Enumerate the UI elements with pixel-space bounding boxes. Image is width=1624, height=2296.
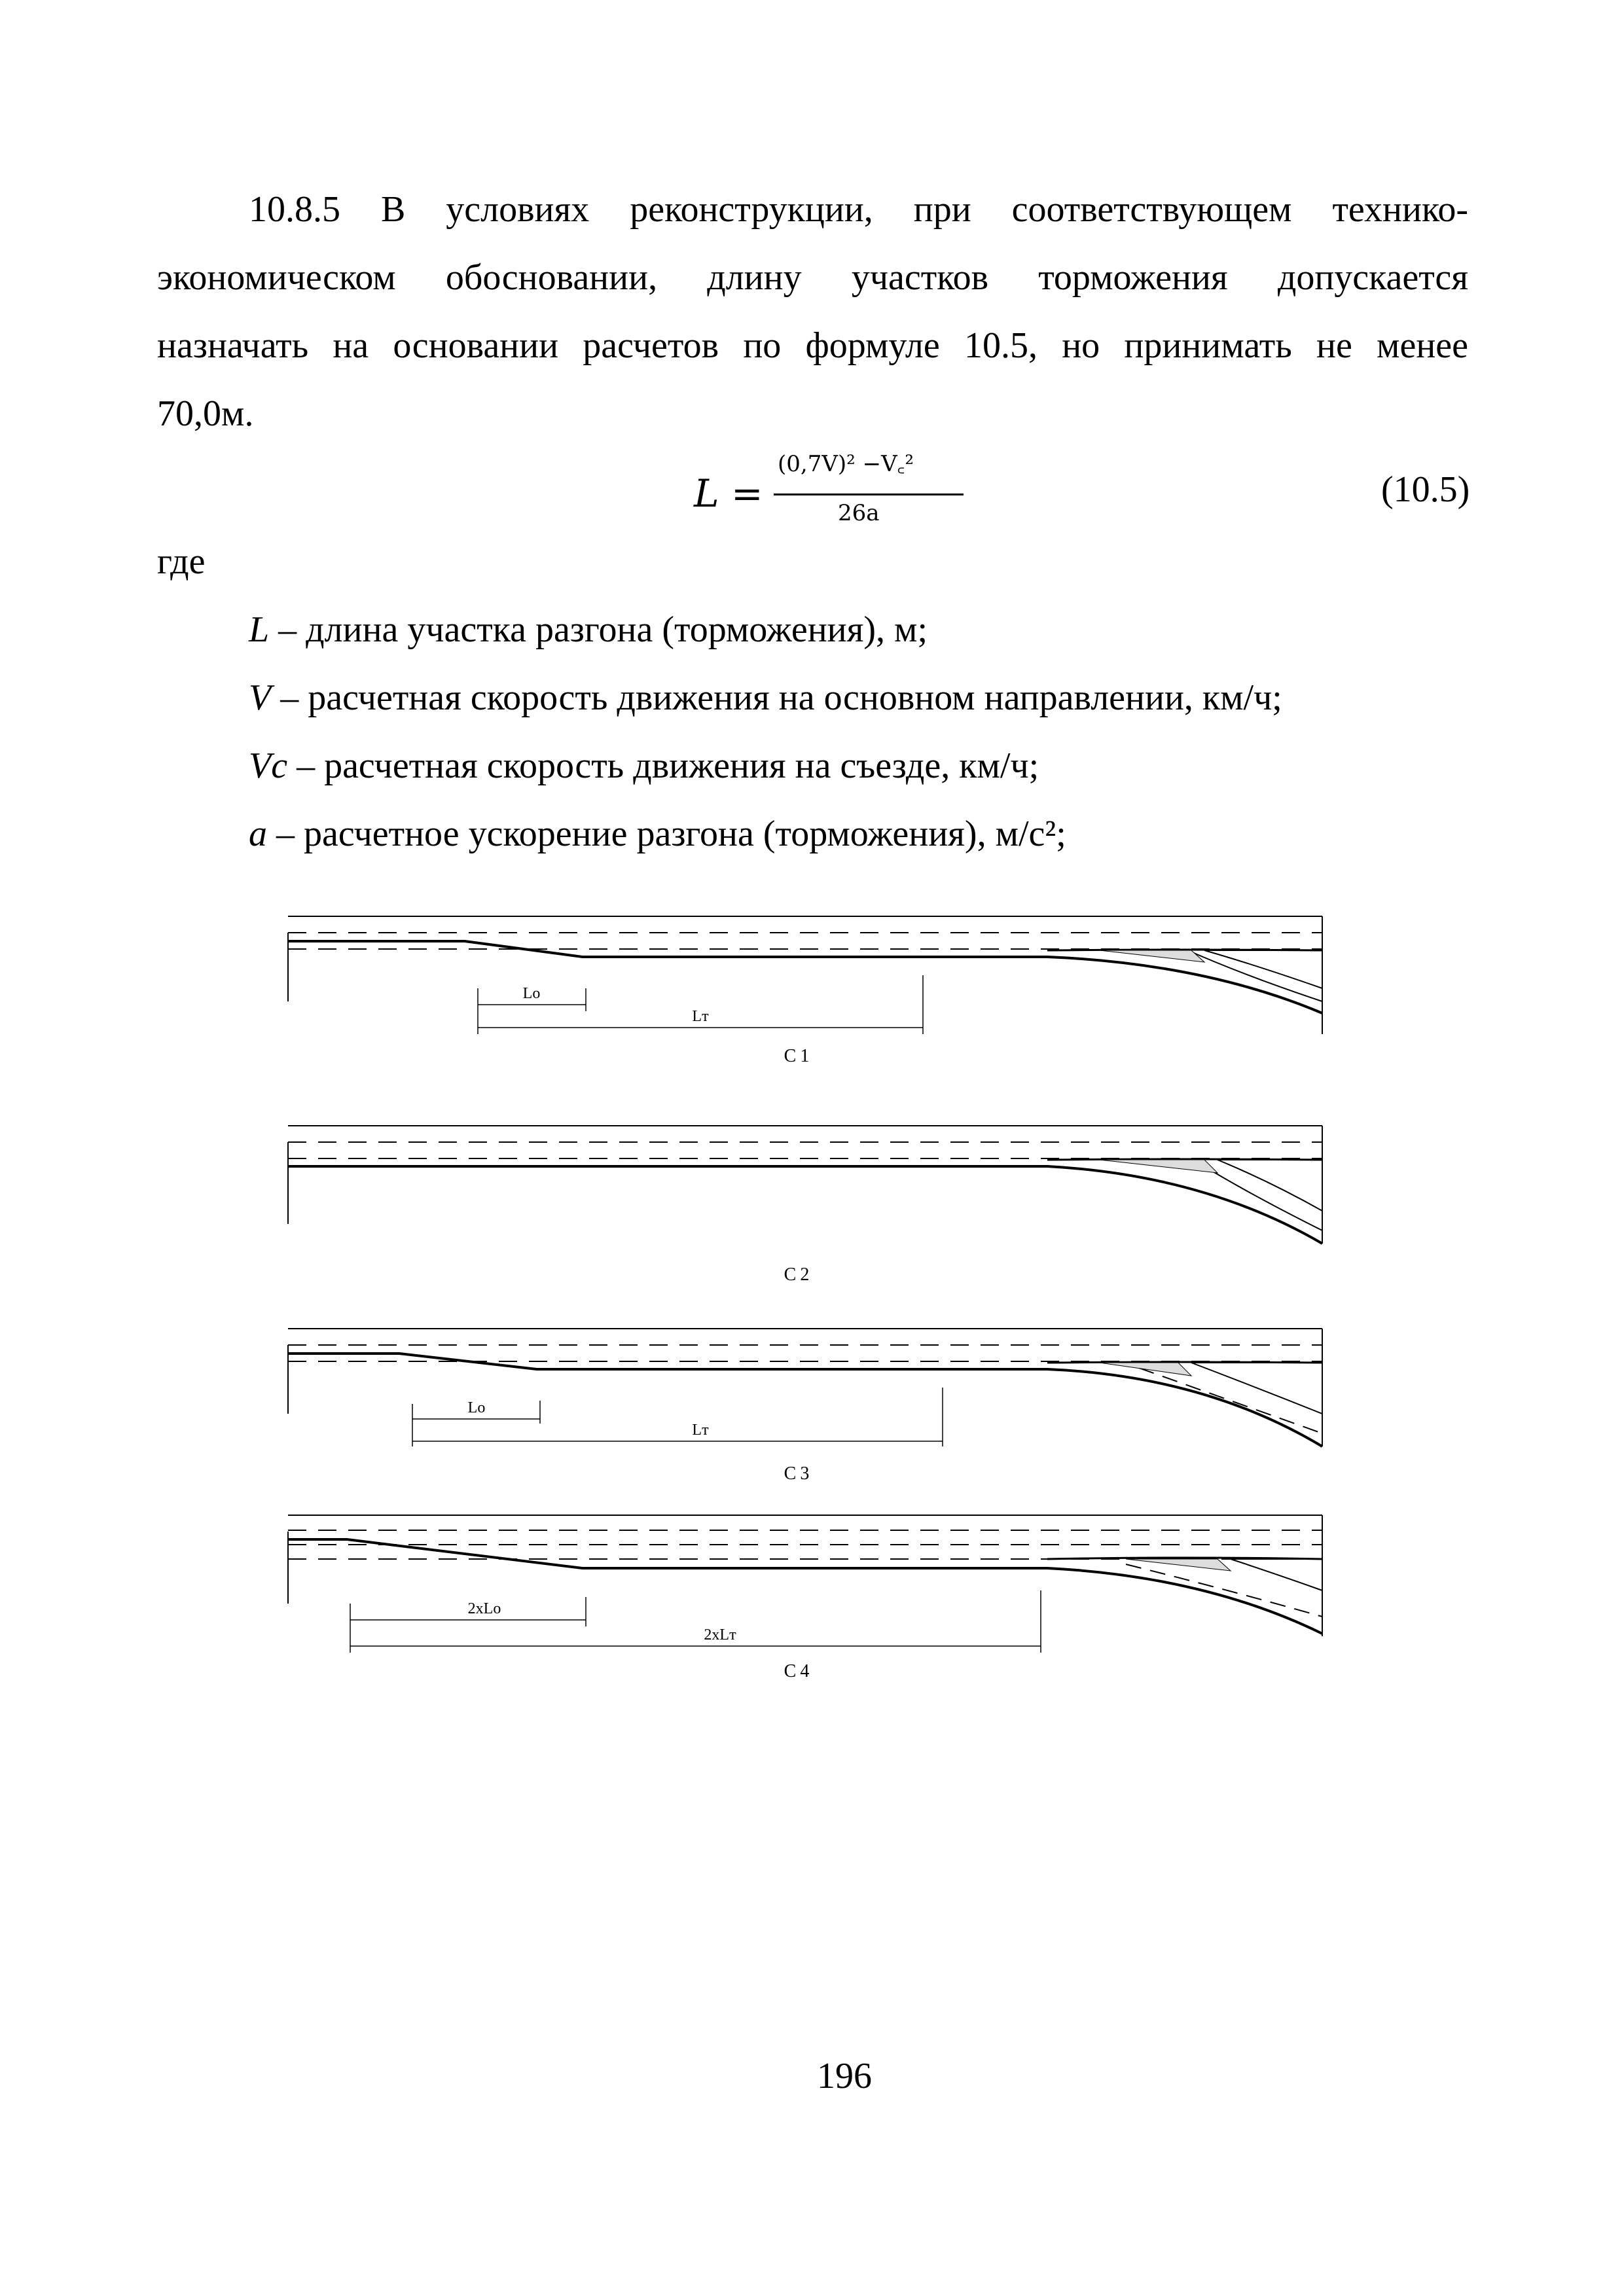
- diagram-c4: [275, 1505, 1335, 1681]
- paragraph-10-8-5: [157, 175, 1468, 448]
- definition-a: [249, 813, 1066, 855]
- definition-text: – расчетное ускорение разгона (торможения), м/с²;: [267, 814, 1066, 854]
- equation-number: (10.5): [1381, 469, 1470, 510]
- definition-symbol: Vc: [249, 745, 288, 786]
- formula-denominator: 26a: [838, 500, 880, 526]
- diagram-caption: С3: [784, 1463, 814, 1484]
- dim-label-short: Lо: [522, 985, 541, 1002]
- definition-text: – расчетная скорость движения на основном направлении, км/ч;: [271, 677, 1282, 718]
- dim-label-short: Lо: [467, 1399, 486, 1416]
- diagram-c3: [275, 1316, 1335, 1484]
- road-scheme-c1: [275, 903, 1335, 1047]
- definition-symbol: L: [249, 609, 270, 650]
- definition-symbol: a: [249, 814, 267, 854]
- formula-numerator: (0,7V)² −V꜀²: [778, 451, 914, 477]
- road-scheme-c4: [275, 1505, 1335, 1662]
- diagram-caption: С2: [784, 1265, 814, 1285]
- diagram-c1: [275, 903, 1335, 1066]
- definition-text: – расчетная скорость движения на съезде, км/ч;: [287, 745, 1039, 786]
- definition-L: [249, 609, 928, 651]
- definition-text: – длина участка разгона (торможения), м;: [269, 609, 928, 650]
- fraction-bar: [774, 493, 964, 495]
- diagram-c2: [275, 1113, 1335, 1285]
- dim-label-short: 2xLо: [467, 1600, 501, 1617]
- road-scheme-c3: [275, 1316, 1335, 1466]
- page-number: 196: [817, 2056, 872, 2096]
- where-label: где: [157, 541, 206, 582]
- formula-10-5: [694, 445, 995, 543]
- dim-label-long: Lт: [692, 1008, 709, 1025]
- paragraph-line: 10.8.5 В условиях реконструкции, при соответствующем технико-: [249, 189, 1468, 230]
- definition-symbol: V: [249, 677, 272, 718]
- road-scheme-c2: [275, 1113, 1335, 1263]
- formula-lhs: L =: [694, 471, 763, 516]
- paragraph-line: экономическом обосновании, длину участков торможения допускается: [157, 257, 1468, 298]
- paragraph-line: 70,0м.: [157, 393, 254, 434]
- paragraph-line: назначать на основании расчетов по формуле 10.5, но принимать не менее: [157, 325, 1468, 366]
- dim-label-long: Lт: [692, 1422, 709, 1439]
- definition-V: [249, 677, 1282, 719]
- definition-Vc: [249, 745, 1039, 787]
- dim-label-long: 2xLт: [704, 1626, 736, 1643]
- diagram-caption: С4: [784, 1661, 814, 1681]
- diagram-caption: С1: [784, 1046, 814, 1066]
